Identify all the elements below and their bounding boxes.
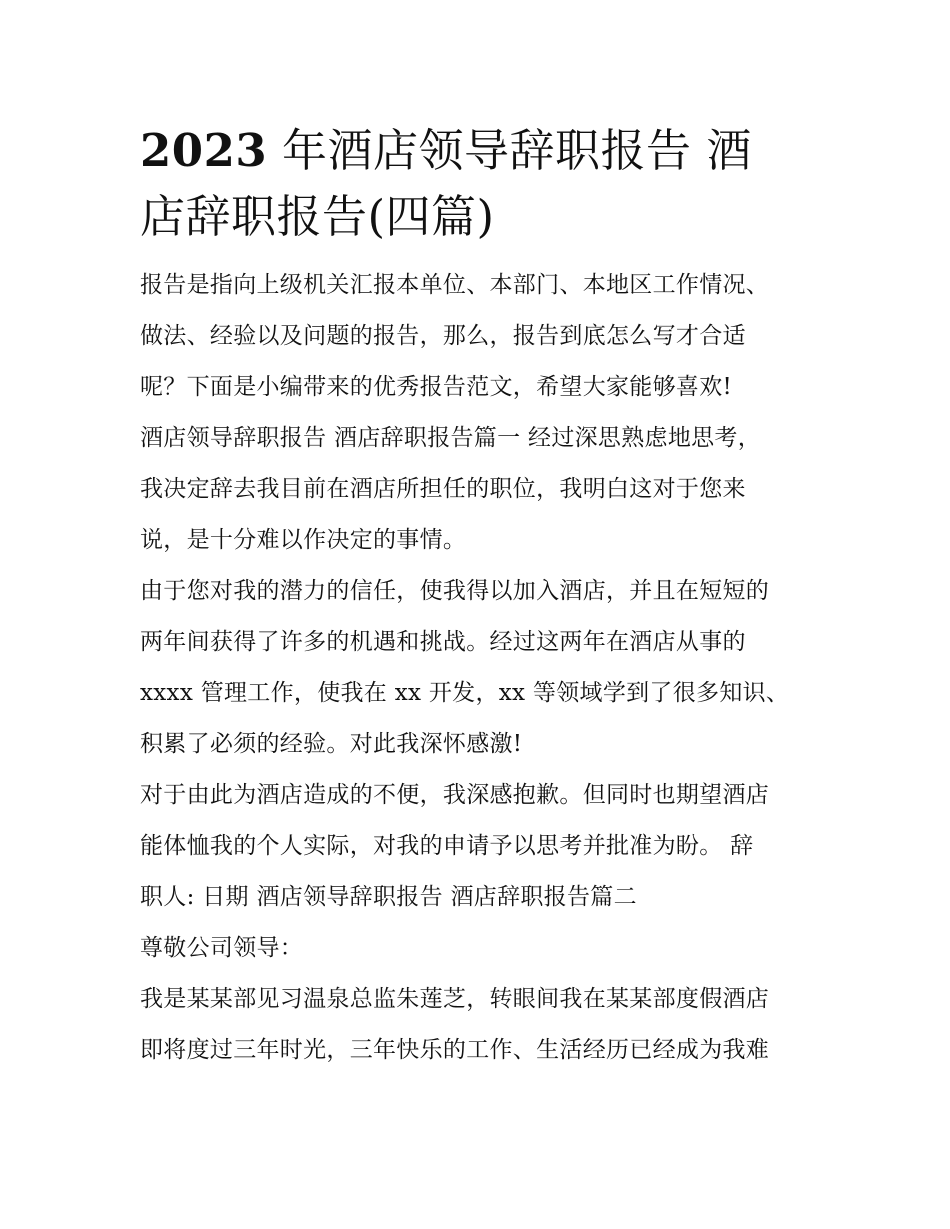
text-line: 我是某某部见习温泉总监朱莲芝，转眼间我在某某部度假酒店 — [140, 986, 770, 1012]
paragraph-4 — [140, 974, 816, 1076]
document-body — [140, 260, 816, 1076]
title-year: 2023 — [140, 124, 268, 177]
text-line: 尊敬公司领导： — [140, 935, 304, 961]
paragraph-3 — [140, 770, 816, 923]
text-line: 职人: 日期 酒店领导辞职报告 酒店辞职报告篇二 — [140, 884, 637, 910]
title-line-1: 2023 年酒店领导辞职报告 酒 — [140, 124, 752, 177]
text-line: 即将度过三年时光，三年快乐的工作、生活经历已经成为我难 — [140, 1037, 770, 1063]
paragraph-1 — [140, 413, 816, 566]
paragraph-2 — [140, 566, 816, 770]
text-line: 说，是十分难以作决定的事情。 — [140, 527, 467, 553]
text-line: 做法、经验以及问题的报告，那么，报告到底怎么写才合适 — [140, 323, 746, 349]
text-line: 积累了必须的经验。对此我深怀感激! — [140, 731, 523, 757]
text-line: 酒店领导辞职报告 酒店辞职报告篇一 经过深思熟虑地思考， — [140, 425, 762, 451]
paragraph-intro — [140, 260, 816, 413]
text-line: xxxx 管理工作，使我在 xx 开发，xx 等领域学到了很多知识、 — [140, 680, 790, 706]
text-line: 呢？下面是小编带来的优秀报告范文，希望大家能够喜欢! — [140, 374, 733, 400]
document-title — [140, 118, 816, 250]
text-line: 由于您对我的潜力的信任，使我得以加入酒店，并且在短短的 — [140, 578, 770, 604]
paragraph-salutation — [140, 923, 816, 974]
text-line: 报告是指向上级机关汇报本单位、本部门、本地区工作情况、 — [140, 272, 770, 298]
text-line: 能体恤我的个人实际，对我的申请予以思考并批准为盼。 辞 — [140, 833, 754, 859]
text-line: 两年间获得了许多的机遇和挑战。经过这两年在酒店从事的 — [140, 629, 746, 655]
document-page — [140, 118, 816, 1076]
text-line: 对于由此为酒店造成的不便，我深感抱歉。但同时也期望酒店 — [140, 782, 770, 808]
text-line: 我决定辞去我目前在酒店所担任的职位，我明白这对于您来 — [140, 476, 746, 502]
title-line-2: 店辞职报告(四篇) — [140, 190, 495, 243]
